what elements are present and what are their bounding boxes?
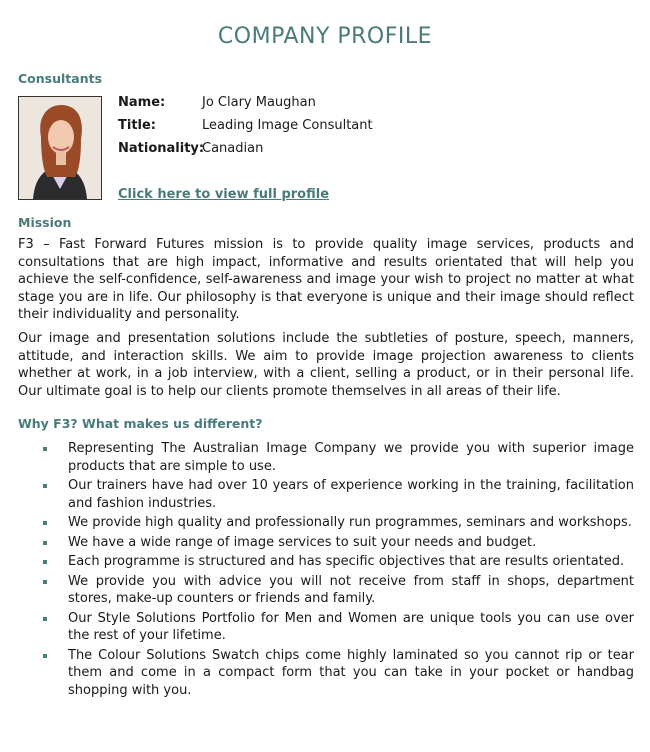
list-item (18, 610, 634, 645)
list-item-text: We provide you with advice you will not receive from staff in shops, department stores, make-up counters or friends and family. (68, 573, 634, 606)
page-title: COMPANY PROFILE (217, 24, 433, 49)
list-item (18, 514, 634, 532)
list-item (18, 477, 634, 512)
bullet-icon (43, 560, 47, 564)
why-list (18, 440, 634, 701)
list-item-text: Our Style Solutions Portfolio for Men and Women are unique tools you can use over the rest of your lifetime. (68, 610, 634, 643)
why-heading: Why F3? What makes us different? (18, 416, 263, 431)
title-value: Leading Image Consultant (202, 118, 373, 133)
list-item (18, 440, 634, 475)
nationality-label: Nationality: (118, 141, 205, 156)
consultants-heading: Consultants (18, 71, 103, 86)
name-row (118, 94, 373, 117)
bullet-icon (43, 521, 47, 525)
list-item-text: The Colour Solutions Swatch chips come highly laminated so you cannot rip or tear them and come in a compact form that you can take in your pocket or handbag shopping with you. (68, 647, 634, 698)
list-item-text: We have a wide range of image services to suit your needs and budget. (68, 534, 537, 550)
title-row (118, 117, 373, 140)
list-item-text: Each programme is structured and has specific objectives that are results orientated. (68, 554, 625, 569)
list-item (18, 647, 634, 700)
mission-paragraph-1: F3 – Fast Forward Futures mission is to provide quality image services, products and consultations that are high impact, informative and results orientated that will help you achieve the self-confidence, self-awareness and image your wish to project no matter at what stage you are in life. Our philosophy is that everyone is unique and their image should reflect their individuality and personality. (18, 237, 634, 322)
name-value: Jo Clary Maughan (202, 95, 316, 110)
list-item-text: We provide high quality and professionally run programmes, seminars and workshops. (68, 515, 632, 530)
bullet-icon (43, 447, 47, 451)
consultant-info (118, 94, 373, 163)
name-label: Name: (118, 95, 166, 110)
list-item (18, 553, 634, 571)
nationality-value: Canadian (202, 141, 264, 156)
list-item (18, 573, 634, 608)
list-item (18, 534, 634, 552)
bullet-icon (43, 541, 47, 545)
bullet-icon (43, 484, 47, 488)
list-item-text: Our trainers have had over 10 years of experience working in the training, facilitation and fashion industries. (68, 478, 634, 511)
mission-paragraph-2: Our image and presentation solutions include the subtleties of posture, speech, manners, attitude, and interaction skills. We aim to provide image projection awareness to clients whether at work, in a job interview, with a client, selling a product, or in their personal life. Our ultimate goal is to help our clients promote themselves in all areas of their life. (18, 331, 634, 399)
list-item-text: Representing The Australian Image Company we provide you with superior image products that are simple to use. (68, 441, 634, 474)
bullet-icon (43, 654, 47, 658)
view-profile-link[interactable]: Click here to view full profile (118, 187, 330, 202)
consultant-photo (18, 96, 102, 200)
bullet-icon (43, 580, 47, 584)
bullet-icon (43, 617, 47, 621)
mission-heading: Mission (18, 215, 72, 230)
nationality-row (118, 140, 373, 163)
title-label: Title: (118, 118, 157, 133)
